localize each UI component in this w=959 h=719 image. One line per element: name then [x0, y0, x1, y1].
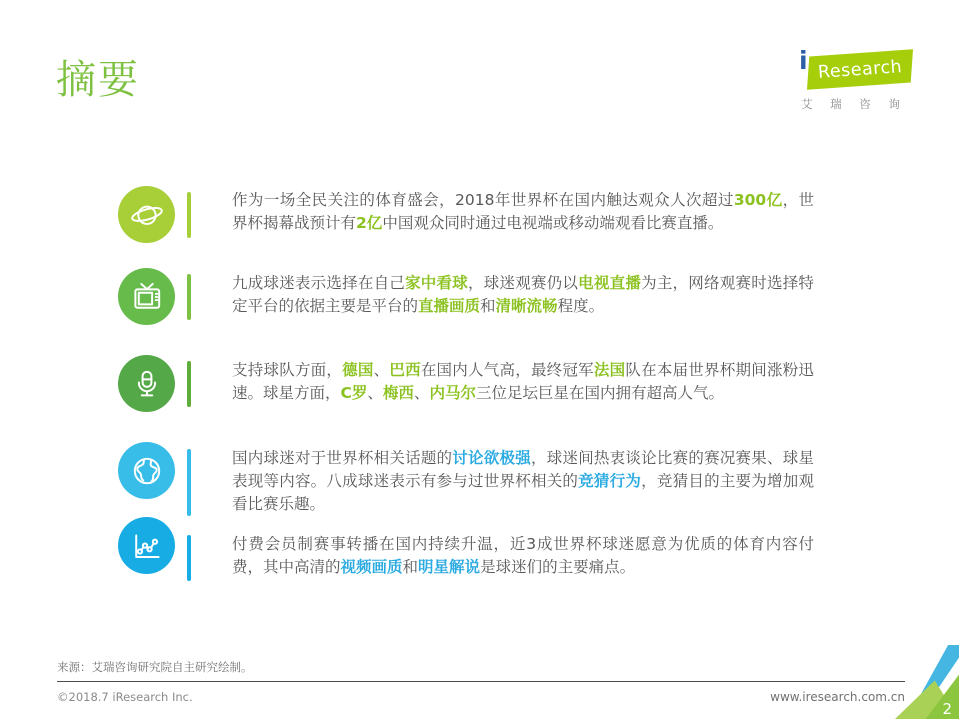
divider-bar: [187, 361, 191, 407]
plain-text: ，竞猜目的主要为增加观看比赛乐趣。: [232, 472, 814, 513]
highlighted-text: 巴西: [389, 361, 421, 379]
divider-bar: [187, 192, 191, 238]
highlighted-text: 直播画质: [418, 297, 481, 315]
highlighted-text: 视频画质: [340, 558, 403, 576]
plain-text: 队在本届世界杯期间涨粉迅速。球星方面，: [232, 361, 814, 402]
logo-chinese-name: 艾 瑞 咨 询: [801, 97, 907, 111]
highlighted-text: 明星解说: [418, 558, 481, 576]
plain-text: 支持球队方面，: [232, 361, 343, 379]
page-number: 2: [942, 700, 952, 718]
bullet-text: [232, 189, 814, 235]
highlighted-text: 法国: [593, 361, 626, 379]
plain-text: 国内球迷对于世界杯相关话题的: [232, 449, 453, 467]
page-title: 摘要: [56, 57, 140, 103]
plain-text: 、: [413, 384, 430, 402]
plain-text: 中国观众同时通过电视端或移动端观看比赛直播。: [382, 214, 724, 232]
plain-text: 三位足坛巨星在国内拥有超高人气。: [475, 384, 724, 402]
logo-letter-i: i: [799, 46, 808, 75]
globe-icon: [118, 442, 175, 499]
highlighted-text: 2亿: [356, 214, 383, 232]
highlighted-text: 内马尔: [429, 384, 476, 402]
planet-icon: [118, 186, 175, 243]
plain-text: 和: [480, 297, 496, 315]
highlighted-text: 家中看球: [405, 274, 469, 292]
plain-text: ，球迷间热衷谈论比赛的赛况赛果、球星表现等内容。八成球迷表示有参与过世界杯相关的: [232, 449, 814, 490]
divider-bar: [187, 449, 191, 516]
plain-text: 付费会员制赛事转播在国内持续升温，近3成世界杯球迷愿意为优质的体育内容付费，其中高清的: [232, 535, 814, 576]
plain-text: 程度。: [557, 297, 605, 315]
highlighted-text: 300亿: [733, 191, 783, 209]
plain-text: 作为一场全民关注的体育盛会，2018年世界杯在国内触达观众人次超过: [232, 191, 734, 209]
plain-text: ，世界杯揭幕战预计有: [232, 191, 814, 232]
copyright-text: ©2018.7 iResearch Inc.: [57, 690, 193, 704]
divider-bar: [187, 535, 191, 581]
logo-green-plate: [807, 49, 913, 89]
plain-text: ，球迷观赛仍以: [468, 274, 579, 292]
plain-text: 为主，网络观赛时选择特定平台的依据主要是平台的: [232, 274, 814, 315]
highlighted-text: 德国: [342, 361, 374, 379]
footer-divider-line: [57, 681, 905, 682]
line-chart-icon: [118, 517, 175, 574]
plain-text: 是球迷们的主要痛点。: [480, 558, 636, 576]
plain-text: 在国内人气高，最终冠军: [420, 361, 594, 379]
highlighted-text: 梅西: [382, 384, 414, 402]
bullet-text: [232, 359, 814, 405]
highlighted-text: 竞猜行为: [578, 472, 642, 490]
logo-text: Research: [817, 56, 903, 83]
highlighted-text: 电视直播: [578, 274, 642, 292]
bullet-text: [232, 533, 814, 579]
plain-text: 和: [402, 558, 419, 576]
logo-wordmark: [799, 46, 915, 92]
tv-icon: [118, 268, 175, 325]
website-url: www.iresearch.com.cn: [770, 690, 905, 704]
plain-text: 九成球迷表示选择在自己: [232, 274, 406, 292]
microphone-icon: [118, 355, 175, 412]
iresearch-logo: [799, 46, 915, 116]
divider-bar: [187, 274, 191, 320]
bullet-text: [232, 272, 814, 318]
highlighted-text: 讨论欲极强: [452, 449, 531, 467]
plain-text: 、: [373, 361, 390, 379]
corner-decoration: [895, 645, 959, 719]
bullet-text: [232, 447, 814, 516]
highlighted-text: C罗: [340, 384, 368, 402]
source-note: 来源：艾瑞咨询研究院自主研究绘制。: [57, 660, 253, 674]
highlighted-text: 清晰流畅: [495, 297, 558, 315]
plain-text: 、: [367, 384, 383, 402]
